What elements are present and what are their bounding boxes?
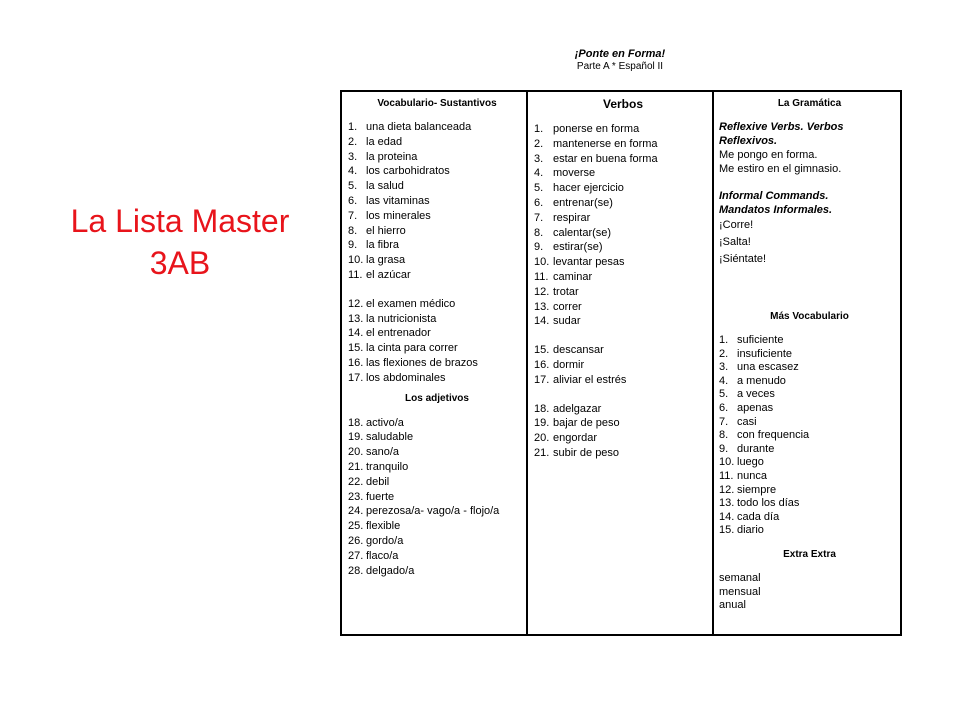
item-text: correr [553,300,582,313]
item-text: luego [737,456,764,469]
item-number: 6. [719,401,729,414]
list-item [534,226,712,241]
list-item [719,511,900,525]
item-number: 22. [348,475,364,488]
item-number: 5. [348,180,358,193]
item-number: 10. [719,456,735,469]
item-text: entrenar(se) [553,196,613,209]
item-number: 18. [348,416,364,429]
list-item [719,375,900,389]
item-number: 15. [534,344,550,357]
list-item [348,356,526,371]
list-item [348,135,526,150]
item-text: moverse [553,167,596,180]
list-item [534,255,712,270]
reflexive-example-2: Me estiro en el gimnasio. [719,163,842,175]
extra-heading: Extra Extra [783,548,836,560]
item-text: los minerales [366,209,431,222]
item-number: 10. [534,256,550,269]
list-item [534,285,712,300]
list-item [534,152,712,167]
item-text: levantar pesas [553,256,625,269]
item-text: ponerse en forma [553,123,640,135]
item-text: una dieta balanceada [366,121,472,133]
item-number: 15. [348,342,364,355]
list-item [348,179,526,194]
item-text: la fibra [366,239,400,252]
item-text: engordar [553,432,598,445]
list-item [348,209,526,224]
item-number: 13. [719,497,735,510]
item-text: el azúcar [366,268,411,281]
list-item [534,196,712,211]
item-text: los abdominales [366,371,446,384]
list-item [348,164,526,179]
item-number: 9. [534,241,544,254]
item-number: 16. [348,356,364,369]
item-number: 27. [348,549,364,562]
list-item [348,445,526,460]
item-number: 8. [719,429,729,442]
item-number: 12. [348,297,364,310]
slide-title-line-1: La Lista Master [70,203,290,239]
list-item [348,371,526,386]
item-number: 9. [348,239,358,252]
item-text: hacer ejercicio [553,182,624,195]
item-text: respirar [553,211,591,224]
item-number: 21. [348,460,364,473]
item-number: 13. [348,312,364,325]
item-number: 1. [719,334,729,346]
item-text: una escasez [737,361,799,374]
item-text: nunca [737,469,767,482]
item-text: trotar [553,285,579,298]
list-item [348,430,526,445]
item-number: 5. [719,388,729,401]
document-header [520,48,720,73]
list-item [348,475,526,490]
reflexive-example-1: Me pongo en forma. [719,149,818,161]
list-item [348,534,526,549]
item-text: dormir [553,358,585,371]
item-number: 8. [348,224,358,237]
extra-item: anual [719,599,746,612]
item-text: la grasa [366,254,406,267]
item-number: 5. [534,182,544,195]
more-vocab-heading: Más Vocabulario [770,311,849,322]
verbs-list-3 [534,402,712,461]
item-text: aliviar el estrés [553,373,627,386]
item-number: 8. [534,226,544,239]
item-number: 6. [348,194,358,207]
list-item [719,416,900,430]
verbs-heading: Verbos [602,97,644,111]
list-item [348,312,526,327]
item-number: 14. [719,510,735,523]
item-text: diario [737,524,764,537]
item-text: flaco/a [366,549,399,562]
vocab-heading: Vocabulario- Sustantivos [377,98,497,109]
item-number: 4. [534,167,544,180]
verbs-column [528,92,714,634]
command-3: ¡Siéntate! [719,253,767,265]
vocab-column [342,92,528,634]
item-number: 17. [348,371,364,384]
item-text: la nutricionista [366,312,437,325]
item-text: cada día [737,510,780,523]
item-text: descansar [553,344,604,357]
item-number: 14. [534,315,550,328]
list-item [348,416,526,431]
list-item [534,137,712,152]
item-text: durante [737,442,775,455]
list-item [348,238,526,253]
item-text: perezosa/a- vago/a - flojo/a [366,505,500,518]
command-2: ¡Salta! [719,236,751,248]
adjectives-heading: Los adjetivos [405,392,469,404]
item-number: 17. [534,373,550,386]
item-number: 2. [719,347,729,360]
list-item [534,358,712,373]
commands-label-1: Informal Commands. [719,190,829,202]
vocab-list-1 [348,120,526,283]
extra-item: mensual [719,585,761,598]
item-number: 2. [534,137,544,150]
extra-item: semanal [719,571,761,584]
list-item [348,519,526,534]
item-number: 23. [348,490,364,503]
list-item [348,150,526,165]
item-number: 16. [534,358,550,371]
item-number: 11. [534,270,549,283]
list-item [719,443,900,457]
list-item [719,524,900,538]
item-text: activo/a [366,416,404,429]
item-number: 3. [534,152,544,165]
item-number: 24. [348,505,364,518]
item-number: 19. [534,417,550,430]
item-text: debil [366,475,390,488]
list-item [348,224,526,239]
item-number: 25. [348,520,364,533]
item-text: suficiente [737,334,784,346]
item-text: a menudo [737,374,786,387]
item-number: 7. [719,415,729,428]
item-text: adelgazar [553,402,602,415]
list-item [534,373,712,388]
verbs-list-2 [534,343,712,387]
list-item [348,341,526,356]
item-number: 13. [534,300,550,313]
list-item [348,549,526,564]
item-text: flexible [366,520,401,533]
reflexive-label-2: Reflexivos. [719,135,778,147]
item-text: a veces [737,388,775,401]
list-item [719,497,900,511]
item-number: 12. [534,285,550,298]
item-text: subir de peso [553,446,620,459]
item-number: 6. [534,196,544,209]
list-item [534,240,712,255]
spacer [534,388,712,402]
command-1: ¡Corre! [719,219,754,231]
list-item [534,181,712,196]
item-text: tranquilo [366,460,409,473]
item-number: 4. [719,374,729,387]
item-text: los carbohidratos [366,165,450,178]
item-text: la cinta para correr [366,342,458,355]
list-item [719,484,900,498]
item-text: estirar(se) [553,241,603,254]
spacer [348,283,526,297]
item-number: 9. [719,442,729,455]
spacer [534,329,712,343]
item-text: mantenerse en forma [553,137,658,150]
grammar-heading: La Gramática [777,98,842,109]
item-text: con frequencia [737,429,810,442]
item-text: caminar [553,270,593,283]
item-number: 15. [719,524,735,537]
list-item [534,431,712,446]
list-item [534,270,712,285]
item-number: 7. [534,211,544,224]
list-item [348,297,526,312]
document-subtitle: Parte A * Español II [576,61,664,72]
item-text: bajar de peso [553,417,620,430]
list-item [534,122,712,137]
list-item [719,388,900,402]
item-text: gordo/a [366,534,404,547]
item-text: todo los días [737,497,800,510]
list-item [534,166,712,181]
item-number: 11. [348,268,363,281]
list-item [719,429,900,443]
spacer [719,176,900,189]
item-number: 1. [348,121,358,133]
verbs-list-1 [534,122,712,329]
item-text: el entrenador [366,327,431,340]
list-item [534,402,712,417]
list-item [534,416,712,431]
item-number: 1. [534,123,544,135]
vocab-list-2 [348,297,526,386]
list-item [534,300,712,315]
list-item [348,253,526,268]
item-number: 26. [348,534,364,547]
slide-title-line-2: 3AB [149,245,211,281]
item-number: 12. [719,483,735,496]
item-text: saludable [366,431,414,444]
list-item [719,361,900,375]
item-number: 20. [348,446,364,459]
item-text: insuficiente [737,347,793,360]
item-text: el hierro [366,224,406,237]
item-text: sano/a [366,446,400,459]
item-number: 21. [534,446,550,459]
list-item [534,211,712,226]
list-item [719,334,900,348]
adjectives-list [348,416,526,579]
item-text: la salud [366,180,404,193]
item-number: 14. [348,327,364,340]
list-item [719,348,900,362]
list-item [348,268,526,283]
item-text: sudar [553,315,581,328]
list-item [534,314,712,329]
item-text: calentar(se) [553,226,612,239]
more-vocab-list [719,334,900,538]
item-text: estar en buena forma [553,152,658,165]
item-number: 19. [348,431,364,444]
list-item [719,470,900,484]
item-text: la edad [366,135,403,148]
list-item [348,564,526,579]
item-text: las vitaminas [366,194,430,207]
vocabulary-table [340,90,902,636]
list-item [348,504,526,519]
list-item [348,326,526,341]
spacer [719,268,900,304]
list-item [719,456,900,470]
item-text: delgado/a [366,564,415,577]
reflexive-label-1: Reflexive Verbs. Verbos [719,121,844,133]
grammar-column [714,92,900,634]
item-number: 11. [719,469,734,482]
item-number: 2. [348,135,358,148]
commands-label-2: Mandatos Informales. [719,204,833,216]
item-number: 20. [534,432,550,445]
list-item [348,460,526,475]
item-number: 7. [348,209,358,222]
item-number: 10. [348,254,364,267]
list-item [534,446,712,461]
list-item [719,402,900,416]
item-text: apenas [737,401,774,414]
item-text: fuerte [366,490,395,503]
item-number: 3. [719,361,729,374]
item-text: siempre [737,483,777,496]
document-title: ¡Ponte en Forma! [574,48,666,60]
item-text: las flexiones de brazos [366,356,478,369]
item-number: 4. [348,165,358,178]
slide-title [40,200,320,284]
item-text: la proteina [366,150,418,163]
list-item [348,194,526,209]
item-number: 3. [348,150,358,163]
item-text: el examen médico [366,297,456,310]
item-number: 28. [348,564,364,577]
list-item [348,120,526,135]
list-item [348,490,526,505]
item-number: 18. [534,402,550,415]
extra-list [719,572,900,613]
item-text: casi [737,415,757,428]
list-item [534,343,712,358]
